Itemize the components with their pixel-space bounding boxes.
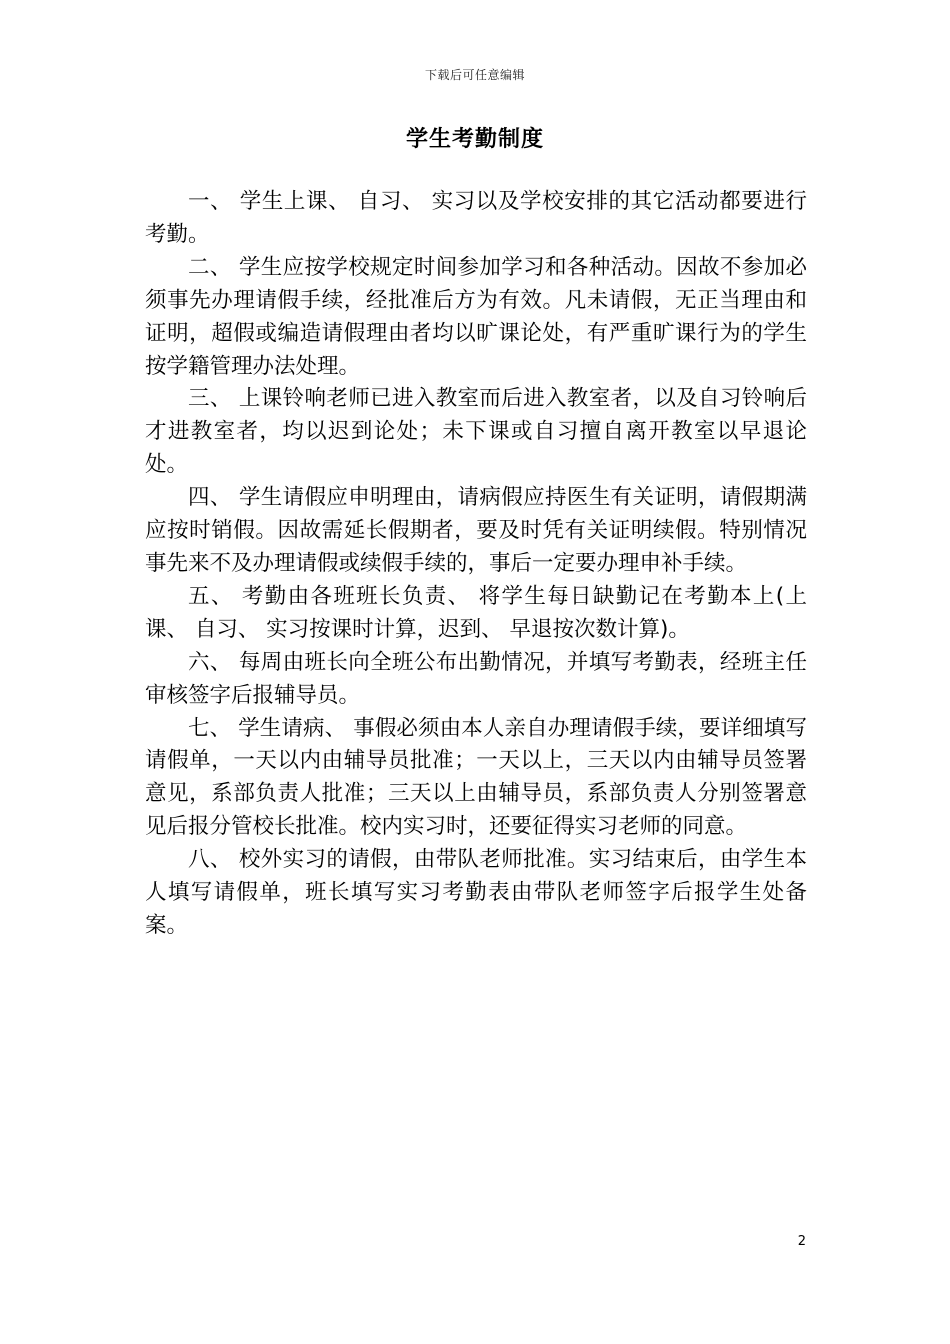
paragraph-1: 一、 学生上课、 自习、 实习以及学校安排的其它活动都要进行考勤。 [145, 189, 807, 247]
paragraph-5: 五、 考勤由各班班长负责、 将学生每日缺勤记在考勤本上(上课、 自习、 实习按课时计算，迟到、 早退按次数计算)。 [145, 583, 807, 642]
document-body [145, 186, 807, 943]
paragraph-3: 三、 上课铃响老师已进入教室而后进入教室者，以及自习铃响后才进教室者，均以迟到论处；未下课或自习擅自离开教室以早退论处。 [145, 386, 807, 478]
paragraph-7: 七、 学生请病、 事假必须由本人亲自办理请假手续，要详细填写请假单，一天以内由辅导员批准；一天以上，三天以内由辅导员签署意见，系部负责人批准；三天以上由辅导员，系部负责人分别签署意见后报分管校长批准。校内实习时，还要征得实习老师的同意。 [145, 715, 807, 840]
page-number: 2 [797, 1234, 806, 1249]
paragraph-6: 六、 每周由班长向全班公布出勤情况，并填写考勤表，经班主任审核签字后报辅导员。 [145, 649, 807, 708]
paragraph-2: 二、 学生应按学校规定时间参加学习和各种活动。因故不参加必须事先办理请假手续，经批准后方为有效。凡未请假，无正当理由和证明，超假或编造请假理由者均以旷课论处，有严重旷课行为的学生按学籍管理办法处理。 [145, 254, 807, 379]
page-header: 下载后可任意编辑 [424, 68, 525, 82]
document-title: 学生考勤制度 [405, 127, 544, 152]
paragraph-4: 四、 学生请假应申明理由，请病假应持医生有关证明，请假期满应按时销假。因故需延长假期者，要及时凭有关证明续假。特别情况事先来不及办理请假或续假手续的，事后一定要办理申补手续。 [145, 485, 807, 576]
paragraph-8: 八、 校外实习的请假，由带队老师批准。实习结束后，由学生本人填写请假单，班长填写实习考勤表由带队老师签字后报学生处备案。 [145, 847, 807, 938]
